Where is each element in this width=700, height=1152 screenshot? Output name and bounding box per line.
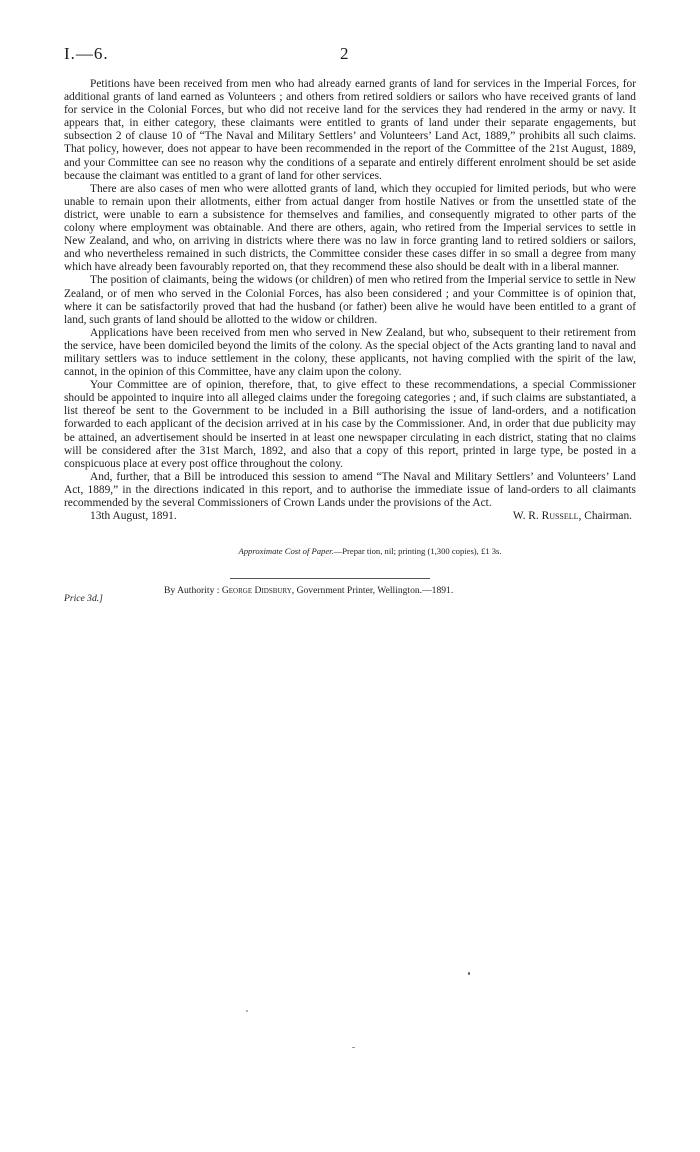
- footer-divider: [230, 578, 430, 579]
- signature-block: [64, 510, 636, 524]
- chairman-signature: [513, 510, 632, 523]
- chairman-initials: W. R.: [512, 510, 542, 523]
- document-reference: I.—6.: [64, 44, 109, 63]
- paper-speck: [468, 972, 470, 975]
- printer-name: George Didsbury: [221, 585, 292, 597]
- document-page: [64, 40, 636, 605]
- paragraph: Petitions have been received from men who had already earned grants of land for services in the Imperial Forces, for additional grants of land earned as Volunteers ; and others from retired soldiers or sailors who have received grants of land for service in the Colonial Forces, but who did not receive land for the services they had rendered in the army or navy. It appears that, in either category, these claimants were entitled to grants of land under their separate engagements, but subsection 2 of clause 10 of “The Naval and Military Settlers’ and Volunteers’ Land Act, 1889,” prohibits all such claims. That policy, however, does not appear to have been recommended in the report of the Committee of the 21st August, 1889, and your Committee can see no reason why the conditions of a separate and entirely different enrolment should be set aside because the claimant was entitled to a grant of land for other services.: [64, 78, 636, 182]
- cost-label: Approximate Cost of Paper.: [238, 546, 334, 557]
- paper-speck: [246, 1010, 248, 1012]
- price-note: Price 3d.]: [64, 593, 103, 605]
- chairman-title: , Chairman.: [578, 510, 632, 523]
- paragraph: There are also cases of men who were allotted grants of land, which they occupied for limited periods, but who were unable to remain upon their allotments, either from actual danger from hostile Natives or from the unsettled state of the district, were unable to earn a subsistence for themselves and families, and consequently migrated to other parts of the colony where employment was obtainable. And there are others, again, who retired from the Imperial services to settle in New Zealand, and who, on arriving in districts where there was no law in force granting land to retired soldiers or sailors, and who nevertheless remained in such districts, the Committee consider these cases differ in so small a degree from many which have already been favourably reported on, that they recommend these also should be dealt with in a liberal manner.: [64, 182, 636, 274]
- report-date: 13th August, 1891.: [90, 510, 177, 523]
- authority-prefix: By Authority :: [164, 585, 222, 597]
- chairman-surname: Russell: [541, 510, 579, 523]
- page-number: 2: [340, 44, 349, 63]
- cost-of-paper-note: [64, 546, 636, 556]
- paragraph: And, further, that a Bill be introduced this session to amend “The Naval and Military Settlers’ and Volunteers’ Land Act, 1889,” in the directions indicated in this report, and to authorise the immediate issue of land-orders to all claimants recommended by the several Commissioners of Crown Lands under the provisions of the Act.: [64, 470, 636, 509]
- report-body: [64, 78, 636, 510]
- paragraph: The position of claimants, being the widows (or children) of men who retired from the Imperial service to settle in New Zealand, or of men who served in the Colonial Forces, has also been considered ; and your Committee is of opinion that, where it can be satisfactorily proved that had the husband (or father) been alive he would have been entitled to a grant of land, such grants of land should be allotted to the widow or children.: [64, 274, 636, 326]
- printer-footer: [64, 583, 636, 605]
- page-header: [64, 40, 636, 64]
- paragraph: Applications have been received from men who served in New Zealand, but who, subsequent to their retirement from the service, have been domiciled beyond the limits of the colony. As the special object of the Acts granting land to naval and military settlers was to induce settlement in the colony, these applicants, not having complied with the spirit of the law, cannot, in the opinion of this Committee, have any claim upon the colony.: [64, 326, 636, 379]
- paper-speck: [352, 1047, 355, 1048]
- authority-suffix: , Government Printer, Wellington.—1891.: [291, 585, 454, 597]
- cost-text: —Prepar tion, nil; printing (1,300 copies), £1 3s.: [333, 546, 502, 557]
- printer-authority: [164, 585, 453, 596]
- paragraph: Your Committee are of opinion, therefore, that, to give effect to these recommendations, a special Commissioner should be appointed to inquire into all alleged claims under the foregoing categories ; and, if such claims are substantiated, a list thereof be sent to the Government to be included in a Bill authorising the issue of land-orders, and a notification forwarded to each applicant of the decision arrived at in his case by the Commissioner. And, in order that due publicity may be attained, an advertisement should be inserted in at least one newspaper circulating in each district, stating that no claims will be considered after the 31st March, 1892, and also that a copy of this report, printed in large type, be posted in a conspicuous place at every post office throughout the colony.: [64, 379, 636, 470]
